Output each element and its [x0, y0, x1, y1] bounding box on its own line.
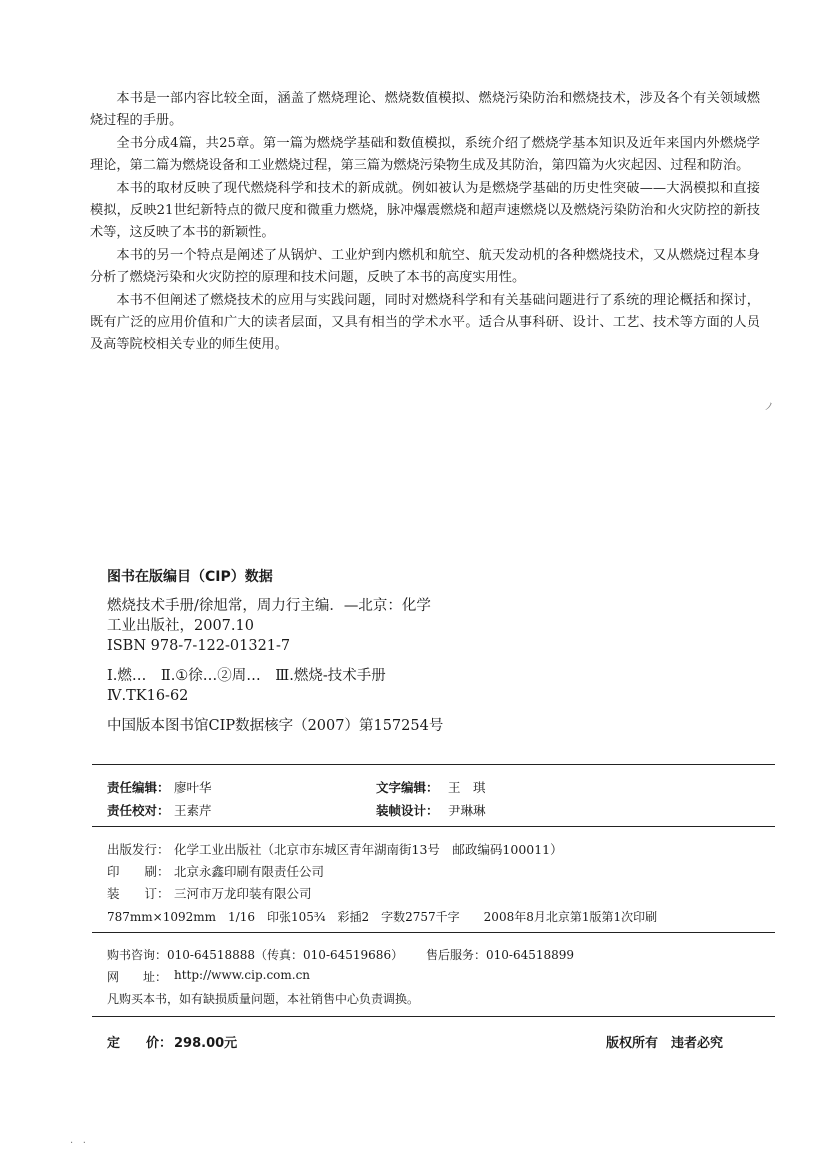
- cip-heading: 图书在版编目（CIP）数据: [107, 569, 273, 585]
- price-value: 298.00元: [174, 1036, 238, 1051]
- scan-dots: · ·: [70, 1138, 86, 1149]
- editor-value: 廖叶华: [174, 780, 212, 795]
- description-paragraph-1: 本书是一部内容比较全面，涵盖了燃烧理论、燃烧数值模拟、燃烧污染防治和燃烧技术，涉及各个有关领域燃烧过程的手册。: [90, 91, 760, 128]
- website-label: 网 址：: [107, 970, 168, 984]
- text-editor-value: 王 琪: [448, 780, 486, 795]
- scan-mark: ノ: [764, 402, 774, 413]
- after-sales-contact: 售后服务：010-64518899: [426, 948, 575, 962]
- printer-value: 北京永鑫印刷有限责任公司: [174, 864, 325, 879]
- divider-contact: [92, 932, 775, 933]
- print-specs: 787mm×1092mm 1/16 印张105¾ 彩插2 字数2757千字 2008年8月北京第1版第1次印刷: [107, 910, 658, 924]
- cip-title-line: 燃烧技术手册/徐旭常，周力行主编．—北京：化学: [107, 598, 431, 614]
- cip-classification-number: Ⅳ.TK16-62: [107, 688, 189, 704]
- proof-label: 责任校对：: [107, 803, 170, 818]
- website-value: http://www.cip.com.cn: [174, 968, 311, 982]
- design-label: 装帧设计：: [376, 803, 439, 818]
- description-paragraph-3: 本书的取材反映了现代燃烧科学和技术的新成就。例如被认为是燃烧学基础的历史性突破——大涡模拟和直接模拟，反映21世纪新特点的微尺度和微重力燃烧，脉冲爆震燃烧和超声速燃烧以及燃烧污染防治和火灾防控的新技术等，这反映了本书的新颖性。: [90, 181, 760, 240]
- divider-top: [92, 764, 775, 765]
- cip-publisher-line: 工业出版社，2007.10: [107, 618, 254, 634]
- design-value: 尹琳琳: [448, 803, 486, 818]
- publisher-value: 化学工业出版社（北京市东城区青年湖南街13号 邮政编码100011）: [174, 842, 563, 857]
- publisher-label: 出版发行：: [107, 842, 170, 857]
- printer-label: 印 刷：: [107, 864, 170, 879]
- price-label: 定 价：: [107, 1036, 173, 1051]
- proof-value: 王素芹: [174, 803, 212, 818]
- divider-editors: [92, 826, 775, 827]
- binder-label: 装 订：: [107, 886, 170, 901]
- description-paragraph-5: 本书不但阐述了燃烧技术的应用与实践问题，同时对燃烧科学和有关基础问题进行了系统的理论概括和探讨，既有广泛的应用价值和广大的读者层面，又具有相当的学术水平。适合从事科研、设计、工艺、技术等方面的人员及高等院校相关专业的师生使用。: [90, 293, 760, 352]
- cip-record-number: 中国版本图书馆CIP数据核字（2007）第157254号: [107, 718, 444, 734]
- cip-data-block: [107, 596, 527, 736]
- book-description: [90, 88, 760, 357]
- purchase-contact: 购书咨询：010-64518888（传真：010-64519686）: [107, 948, 404, 962]
- editor-label: 责任编辑：: [107, 780, 170, 795]
- binder-value: 三河市万龙印装有限公司: [174, 886, 312, 901]
- copyright-notice: 版权所有 违者必究: [606, 1036, 724, 1051]
- description-paragraph-2: 全书分成4篇，共25章。第一篇为燃烧学基础和数值模拟，系统介绍了燃烧学基本知识及近年来国内外燃烧学理论，第二篇为燃烧设备和工业燃烧过程，第三篇为燃烧污染物生成及其防治，第四篇为火灾起因、过程和防治。: [90, 136, 760, 173]
- cip-classification: Ⅰ.燃… Ⅱ.①徐…②周… Ⅲ.燃烧-技术手册: [107, 668, 386, 684]
- divider-price: [92, 1016, 775, 1017]
- replacement-notice: 凡购买本书，如有缺损质量问题，本社销售中心负责调换。: [107, 992, 420, 1006]
- text-editor-label: 文字编辑：: [376, 780, 439, 795]
- cip-isbn: ISBN 978-7-122-01321-7: [107, 638, 291, 654]
- description-paragraph-4: 本书的另一个特点是阐述了从锅炉、工业炉到内燃机和航空、航天发动机的各种燃烧技术，又从燃烧过程本身分析了燃烧污染和火灾防控的原理和技术问题，反映了本书的高度实用性。: [90, 248, 760, 285]
